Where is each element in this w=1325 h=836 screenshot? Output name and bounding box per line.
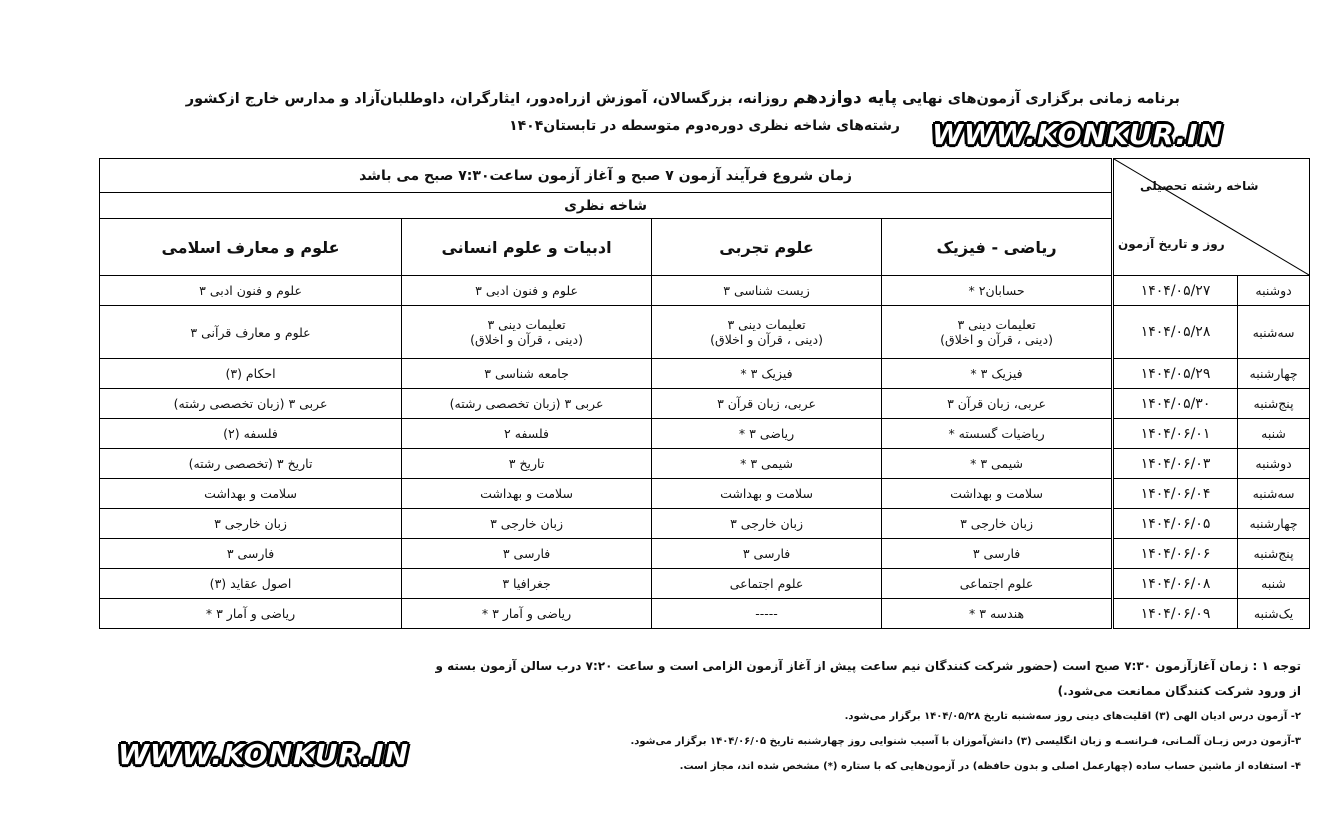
subject-cell [882, 539, 1113, 569]
table-row [100, 509, 1310, 539]
subject-cell-text: فلسفه (۲) [223, 426, 278, 441]
subject-cell-subtext: (دینی ، قرآن و اخلاق) [710, 332, 823, 347]
date-cell [1113, 539, 1238, 569]
subject-cell-text: سلامت و بهداشت [204, 486, 297, 501]
subject-cell [882, 389, 1113, 419]
subject-cell [100, 539, 402, 569]
date-cell [1113, 306, 1238, 359]
subject-cell [402, 359, 652, 389]
day-cell [1238, 539, 1310, 569]
note-4: ۴- استفاده از ماشین حساب ساده (چهارعمل اصلی و بدون حافظه) در آزمون‌هایی که با ستاره (*) مشخص شده اند، مجاز است. [679, 761, 1301, 772]
subject-cell [652, 419, 882, 449]
table-row [100, 419, 1310, 449]
subject-cell-text: عربی ۳ (زبان تخصصی رشته) [173, 396, 328, 411]
subject-cell-text: سلامت و بهداشت [480, 486, 573, 501]
document-subtitle: رشته‌های شاخه نظری دوره‌دوم متوسطه در تابستان۱۴۰۴ [509, 118, 900, 134]
subject-cell-text: تعلیمات دینی ۳ [957, 317, 1036, 332]
subject-cell-text: شیمی ۳ * [740, 456, 793, 471]
day-cell [1238, 276, 1310, 306]
subject-cell-text: اصول عقاید (۳) [209, 576, 292, 591]
notes-section [421, 654, 1301, 779]
subject-cell [652, 539, 882, 569]
corner-header [1113, 159, 1310, 276]
day-cell-text: چهارشنبه [1249, 516, 1298, 531]
day-cell-text: یک‌شنبه [1253, 606, 1294, 621]
table-row [100, 389, 1310, 419]
subject-cell [652, 509, 882, 539]
subject-cell [100, 449, 402, 479]
subject-cell [652, 389, 882, 419]
subject-cell [402, 276, 652, 306]
date-cell-text: ۱۴۰۴/۰۵/۳۰ [1140, 395, 1211, 412]
subject-cell [652, 569, 882, 599]
subject-cell [882, 306, 1113, 359]
subject-cell [882, 599, 1113, 629]
subject-cell [882, 449, 1113, 479]
subject-cell [100, 419, 402, 449]
subject-cell-text: جامعه شناسی ۳ [484, 366, 569, 381]
subject-cell [882, 419, 1113, 449]
table-row [100, 599, 1310, 629]
subject-cell [100, 509, 402, 539]
subject-cell [100, 599, 402, 629]
day-cell [1238, 569, 1310, 599]
subject-cell-text: زیست شناسی ۳ [723, 283, 810, 298]
date-cell-text: ۱۴۰۴/۰۵/۲۷ [1140, 282, 1211, 299]
subject-cell [402, 479, 652, 509]
subject-cell [652, 306, 882, 359]
subject-cell-text: علوم و فنون ادبی ۳ [475, 283, 578, 298]
subject-cell [402, 419, 652, 449]
subject-cell-text: ریاضیات گسسته * [948, 426, 1045, 441]
note-2: ۲- آزمون درس ادیان الهی (۳) اقلیت‌های دینی روز سه‌شنبه تاریخ ۱۴۰۴/۰۵/۲۸ برگزار می‌شود. [844, 711, 1301, 722]
subject-cell [402, 306, 652, 359]
subject-cell-text: سلامت و بهداشت [720, 486, 813, 501]
subject-cell [100, 479, 402, 509]
subject-cell [652, 359, 882, 389]
table-row [100, 539, 1310, 569]
table-row [100, 306, 1310, 359]
date-cell-text: ۱۴۰۴/۰۶/۰۱ [1140, 425, 1211, 442]
date-cell-text: ۱۴۰۴/۰۵/۲۸ [1140, 324, 1211, 340]
date-cell [1113, 359, 1238, 389]
table-row [100, 569, 1310, 599]
date-cell-text: ۱۴۰۴/۰۶/۰۴ [1140, 485, 1211, 502]
day-cell [1238, 509, 1310, 539]
title-part1: برنامه زمانی برگزاری آزمون‌های نهایی [902, 91, 1180, 107]
subject-cell [652, 599, 882, 629]
date-cell [1113, 479, 1238, 509]
date-cell [1113, 276, 1238, 306]
subject-cell [402, 569, 652, 599]
subject-cell [882, 509, 1113, 539]
date-cell-text: ۱۴۰۴/۰۶/۰۹ [1140, 605, 1211, 622]
subject-cell-text: زبان خارجی ۳ [490, 516, 563, 531]
watermark-top: WWW.KONKUR.IN [932, 118, 1224, 151]
day-cell-text: پنج‌شنبه [1253, 546, 1294, 561]
subject-cell [652, 479, 882, 509]
subject-cell-text: فارسی ۳ [226, 546, 275, 561]
subject-cell-text: فیزیک ۳ * [970, 366, 1023, 381]
subject-cell-text: احکام (۳) [225, 366, 276, 381]
subject-cell-text: زبان خارجی ۳ [214, 516, 287, 531]
field-header-humanities: ادبیات و علوم انسانی [402, 219, 652, 276]
date-cell [1113, 419, 1238, 449]
table-row [100, 276, 1310, 306]
date-cell [1113, 449, 1238, 479]
subject-cell [402, 599, 652, 629]
subject-cell-text: عربی، زبان قرآن ۳ [947, 396, 1047, 411]
field-header-math: ریاضی - فیزیک [882, 219, 1113, 276]
day-cell-text: سه‌شنبه [1252, 486, 1295, 501]
subject-cell-subtext: (دینی ، قرآن و اخلاق) [470, 332, 583, 347]
day-cell [1238, 419, 1310, 449]
day-cell [1238, 359, 1310, 389]
subject-cell-text: هندسه ۳ * [969, 606, 1025, 621]
subject-cell-text: شیمی ۳ * [970, 456, 1023, 471]
subject-cell [100, 389, 402, 419]
subject-cell-text: تاریخ ۳ [508, 456, 545, 471]
exam-schedule-table [99, 158, 1310, 629]
date-cell [1113, 599, 1238, 629]
subject-cell-text: فارسی ۳ [972, 546, 1021, 561]
date-cell [1113, 509, 1238, 539]
subject-cell-text: فلسفه ۲ [504, 426, 550, 441]
day-cell-text: شنبه [1261, 576, 1286, 591]
subject-cell-text: عربی، زبان قرآن ۳ [717, 396, 817, 411]
subject-cell [882, 569, 1113, 599]
subject-cell-text: تعلیمات دینی ۳ [727, 317, 806, 332]
subject-cell-text: سلامت و بهداشت [950, 486, 1043, 501]
day-cell [1238, 479, 1310, 509]
start-time-header: زمان شروع فرآیند آزمون ۷ صبح و آغاز آزمون ساعت۷:۳۰ صبح می باشد [100, 159, 1113, 193]
day-cell [1238, 306, 1310, 359]
title-highlight: پایه دوازدهم [792, 88, 898, 108]
day-cell-text: چهارشنبه [1249, 366, 1298, 381]
table-row [100, 449, 1310, 479]
day-cell-text: دوشنبه [1255, 456, 1292, 471]
subject-cell [100, 569, 402, 599]
subject-cell [652, 276, 882, 306]
note-3: ۳-آزمون درس زبـان آلمـانی، فـرانسـه و زبان انگلیسی (۳) دانش‌آموزان با آسیب شنوایی روز چهارشنبه تاریخ ۱۴۰۴/۰۶/۰۵ برگزار می‌شود. [630, 736, 1301, 747]
subject-cell-text: زبان خارجی ۳ [960, 516, 1033, 531]
day-cell [1238, 389, 1310, 419]
subject-cell-text: جغرافیا ۳ [502, 576, 551, 591]
date-cell-text: ۱۴۰۴/۰۶/۰۸ [1140, 575, 1211, 592]
subject-cell [882, 359, 1113, 389]
subject-cell-subtext: (دینی ، قرآن و اخلاق) [940, 332, 1053, 347]
subject-cell-text: تاریخ ۳ (تخصصی رشته) [188, 456, 313, 471]
day-cell-text: سه‌شنبه [1252, 324, 1295, 340]
table-row [100, 479, 1310, 509]
subject-cell [652, 449, 882, 479]
day-cell [1238, 449, 1310, 479]
subject-cell [402, 509, 652, 539]
subject-cell [100, 359, 402, 389]
watermark-bottom: WWW.KONKUR.IN [118, 738, 410, 771]
day-cell-text: دوشنبه [1255, 283, 1292, 298]
date-cell-text: ۱۴۰۴/۰۶/۰۳ [1140, 455, 1211, 472]
date-cell [1113, 389, 1238, 419]
subject-cell-text: فیزیک ۳ * [740, 366, 793, 381]
subject-cell-text: علوم اجتماعی [729, 576, 804, 591]
subject-cell-text: ریاضی و آمار ۳ * [205, 606, 296, 621]
subject-cell-text: حسابان۲ * [968, 283, 1025, 298]
subject-cell-text: ----- [755, 606, 778, 621]
corner-field-label: شاخه رشته تحصیلی [1140, 179, 1259, 193]
document-title [185, 88, 1180, 108]
date-cell-text: ۱۴۰۴/۰۶/۰۶ [1140, 545, 1211, 562]
day-cell [1238, 599, 1310, 629]
date-cell [1113, 569, 1238, 599]
branch-header: شاخه نظری [100, 193, 1113, 219]
subject-cell-text: فارسی ۳ [742, 546, 791, 561]
day-cell-text: پنج‌شنبه [1253, 396, 1294, 411]
subject-cell [100, 276, 402, 306]
subject-cell-text: فارسی ۳ [502, 546, 551, 561]
subject-cell-text: زبان خارجی ۳ [730, 516, 803, 531]
corner-diagonal-line [1114, 159, 1309, 275]
subject-cell-text: ریاضی ۳ * [738, 426, 795, 441]
subject-cell-text: تعلیمات دینی ۳ [487, 317, 566, 332]
subject-cell-text: ریاضی و آمار ۳ * [481, 606, 572, 621]
subject-cell [402, 389, 652, 419]
subject-cell [402, 449, 652, 479]
subject-cell-text: علوم و معارف قرآنی ۳ [190, 324, 311, 340]
subject-cell-text: علوم اجتماعی [959, 576, 1034, 591]
subject-cell [882, 479, 1113, 509]
day-cell-text: شنبه [1261, 426, 1286, 441]
date-cell-text: ۱۴۰۴/۰۶/۰۵ [1140, 515, 1211, 532]
subject-cell [100, 306, 402, 359]
field-header-islamic: علوم و معارف اسلامی [100, 219, 402, 276]
subject-cell-text: عربی ۳ (زبان تخصصی رشته) [449, 396, 604, 411]
date-cell-text: ۱۴۰۴/۰۵/۲۹ [1140, 365, 1211, 382]
corner-date-label: روز و تاریخ آزمون [1118, 237, 1225, 251]
title-part2: روزانه، بزرگسالان، آموزش ازراه‌دور، ایثارگران، داوطلبان‌آزاد و مدارس خارج ازکشور [185, 91, 788, 107]
table-row [100, 359, 1310, 389]
subject-cell [402, 539, 652, 569]
subject-cell-text: علوم و فنون ادبی ۳ [199, 283, 302, 298]
field-header-science: علوم تجربی [652, 219, 882, 276]
subject-cell [882, 276, 1113, 306]
note-1: توجه ۱ : زمان آغازآزمون ۷:۳۰ صبح است (حضور شرکت کنندگان نیم ساعت پیش از آغاز آزمون الزامی است و ساعت ۷:۲۰ درب سالن آزمون بسته و از ورود شرکت کنندگان ممانعت می‌شود.) [435, 659, 1301, 698]
